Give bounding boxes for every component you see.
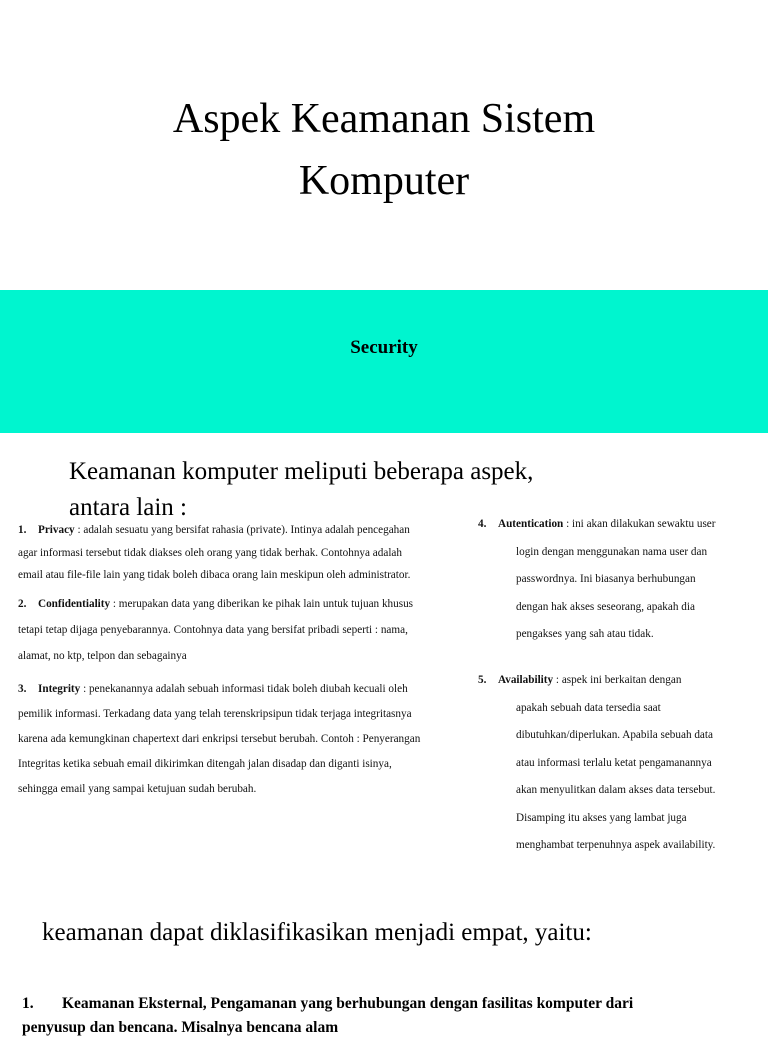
item-text: atau informasi terlalu ketat pengamanannya <box>516 756 712 769</box>
item-term: Autentication <box>498 518 564 530</box>
aspect-item-privacy <box>18 519 410 587</box>
item-text: apakah sebuah data tersedia saat <box>516 701 661 714</box>
security-banner <box>0 290 768 433</box>
item-text: penyusup dan bencana. Misalnya bencana alam <box>22 1019 339 1036</box>
item-text: karena ada kemungkinan chapertext dari enkripsi tersebut berubah. Contoh : Penyerangan <box>18 733 421 745</box>
page-title-line2: Komputer <box>298 158 470 204</box>
item-term: Availability <box>498 674 554 686</box>
item-text: Disamping itu akses yang lambat juga <box>516 811 687 824</box>
item-number: 1. <box>22 995 34 1012</box>
item-text: : adalah sesuatu yang bersifat rahasia (private). Intinya adalah pencegahan <box>74 524 410 536</box>
item-text: Integritas ketika sebuah email dikirimkan ditengah jalan disadap dan diganti isinya, <box>18 758 392 770</box>
classification-heading: keamanan dapat diklasifikasikan menjadi empat, yaitu: <box>42 919 592 946</box>
item-text: pemilik informasi. Terkadang data yang telah terenskripsipun tidak terjaga integritasnya <box>18 708 412 720</box>
item-number: 1. <box>18 524 27 536</box>
item-number: 4. <box>478 518 487 530</box>
item-number: 2. <box>18 598 27 610</box>
item-text: : ini akan dilakukan sewaktu user <box>563 518 716 530</box>
item-text: sehingga email yang sampai ketujuan sudah berubah. <box>18 783 257 795</box>
aspect-item-integrity <box>18 677 420 802</box>
item-text: akan menyulitkan dalam akses data tersebut. <box>516 784 716 796</box>
item-text: passwordnya. Ini biasanya berhubungan <box>516 573 696 585</box>
item-text: agar informasi tersebut tidak diakses oleh orang yang tidak berhak. Contohnya adalah <box>18 546 402 559</box>
aspect-item-autentication <box>478 511 716 649</box>
intro-line2: antara lain : <box>69 494 187 521</box>
item-text: pengakses yang sah atau tidak. <box>516 628 654 640</box>
intro-line1: Keamanan komputer meliputi beberapa aspek, <box>69 458 534 485</box>
item-text: : aspek ini berkaitan dengan <box>553 674 682 686</box>
aspect-item-availability <box>478 667 715 860</box>
page-title-line1: Aspek Keamanan Sistem <box>172 96 596 142</box>
item-number: 5. <box>478 674 487 686</box>
item-text: dengan hak akses seseorang, apakah dia <box>516 600 695 613</box>
item-term: Confidentiality <box>38 598 111 610</box>
item-text: : penekanannya adalah sebuah informasi tidak boleh diubah kecuali oleh <box>80 683 408 695</box>
aspect-item-confidentiality <box>18 591 413 669</box>
classification-item-1 <box>22 992 762 1040</box>
item-number: 3. <box>18 683 27 695</box>
item-text: Keamanan Eksternal, Pengamanan yang berhubungan dengan fasilitas komputer dari <box>62 995 634 1012</box>
item-text: alamat, no ktp, telpon dan sebagainya <box>18 650 187 662</box>
banner-heading: Security <box>350 337 418 358</box>
item-text: login dengan menggunakan nama user dan <box>516 545 708 558</box>
item-text: : merupakan data yang diberikan ke pihak lain untuk tujuan khusus <box>110 598 414 610</box>
item-text: tetapi tetap dijaga penyebarannya. Contohnya data yang bersifat pribadi seperti : nama, <box>18 624 408 636</box>
page-title <box>0 88 768 212</box>
item-term: Integrity <box>38 683 81 695</box>
item-term: Privacy <box>38 524 75 536</box>
item-text: dibutuhkan/diperlukan. Apabila sebuah data <box>516 729 713 741</box>
item-text: menghambat terpenuhnya aspek availability. <box>516 839 716 851</box>
item-text: email atau file-file lain yang tidak boleh dibaca orang lain meskipun oleh administrator. <box>18 569 411 581</box>
